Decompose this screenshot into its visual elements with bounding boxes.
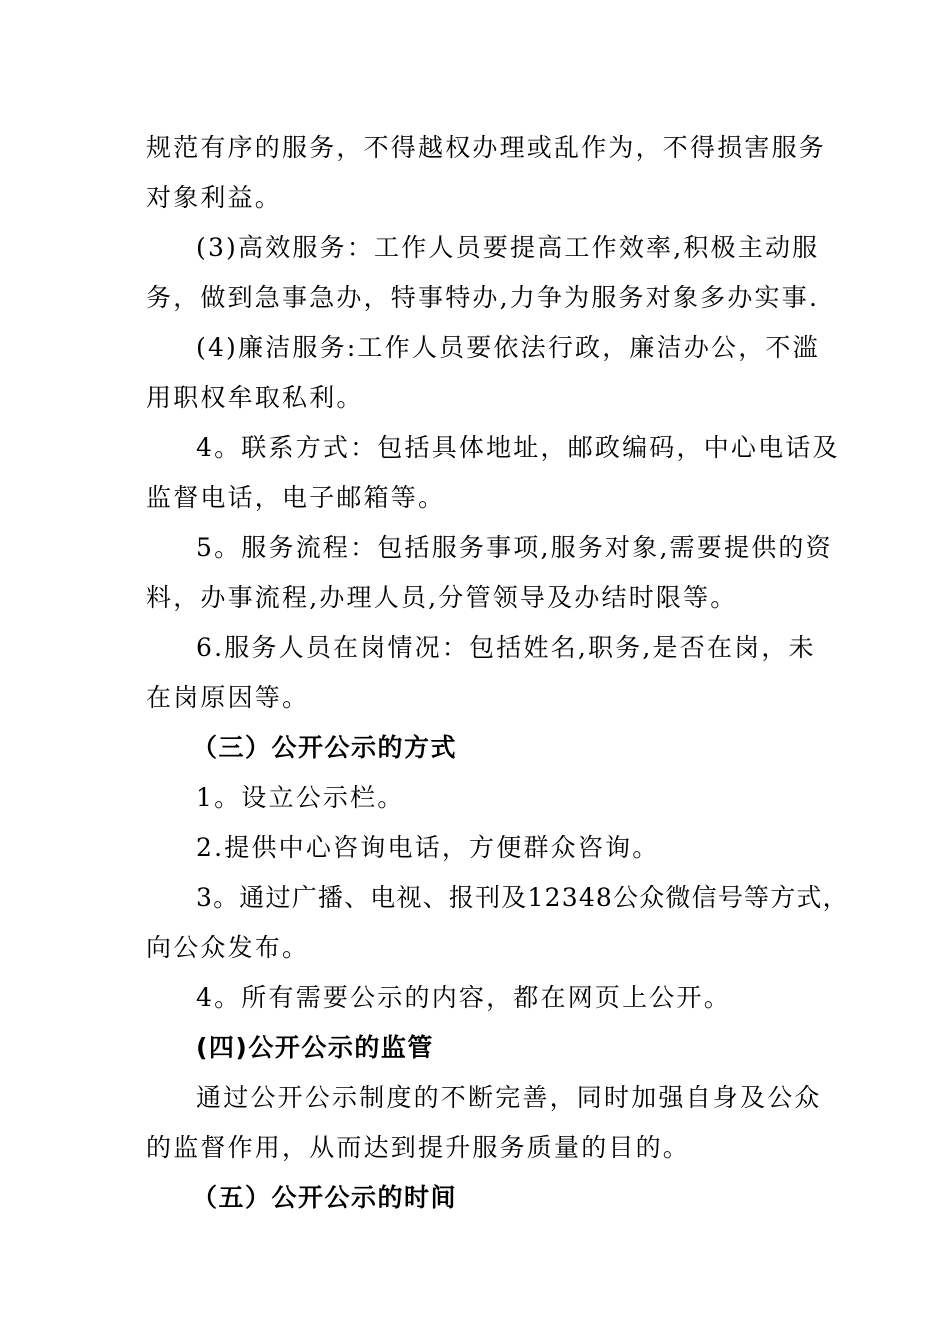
list-item-staff: 6.服务人员在岗情况：包括姓名,职务,是否在岗，未 (196, 633, 816, 662)
list-item-clean-service: (4)廉洁服务:工作人员要依法行政，廉洁办公，不滥 (196, 333, 820, 362)
body-text-line: 在岗原因等。 (146, 683, 310, 712)
list-item-web: 4。所有需要公示的内容，都在网页上公开。 (196, 983, 731, 1012)
list-item-media: 3。通过广播、电视、报刊及12348公众微信号等方式， (196, 883, 849, 912)
body-text-line: 的监督作用，从而达到提升服务质量的目的。 (146, 1133, 691, 1162)
body-text-line: 规范有序的服务，不得越权办理或乱作为，不得损害服务 (146, 133, 827, 162)
body-text-line: 务，做到急事急办，特事特办,力争为服务对象多办实事. (146, 283, 820, 312)
list-item-phone: 2.提供中心咨询电话，方便群众咨询。 (196, 833, 660, 862)
body-text-line: 用职权牟取私利。 (146, 383, 364, 412)
body-text-line: 通过公开公示制度的不断完善，同时加强自身及公众 (196, 1083, 822, 1112)
body-text-line: 料，办事流程,办理人员,分管领导及办结时限等。 (146, 583, 738, 612)
section-heading-supervision: (四)公开公示的监管 (196, 1033, 434, 1062)
list-item-process: 5。服务流程：包括服务事项,服务对象,需要提供的资 (196, 533, 833, 562)
section-heading-methods: （三）公开公示的方式 (192, 733, 458, 762)
list-item-contact: 4。联系方式：包括具体地址，邮政编码，中心电话及 (196, 433, 840, 462)
list-item-efficient-service: (3)高效服务：工作人员要提高工作效率,积极主动服 (196, 233, 820, 262)
body-text-line: 监督电话，电子邮箱等。 (146, 483, 446, 512)
section-heading-time: （五）公开公示的时间 (192, 1183, 458, 1212)
body-text-line: 向公众发布。 (146, 933, 310, 962)
body-text-line: 对象利益。 (146, 183, 283, 212)
list-item-board: 1。设立公示栏。 (196, 783, 405, 812)
